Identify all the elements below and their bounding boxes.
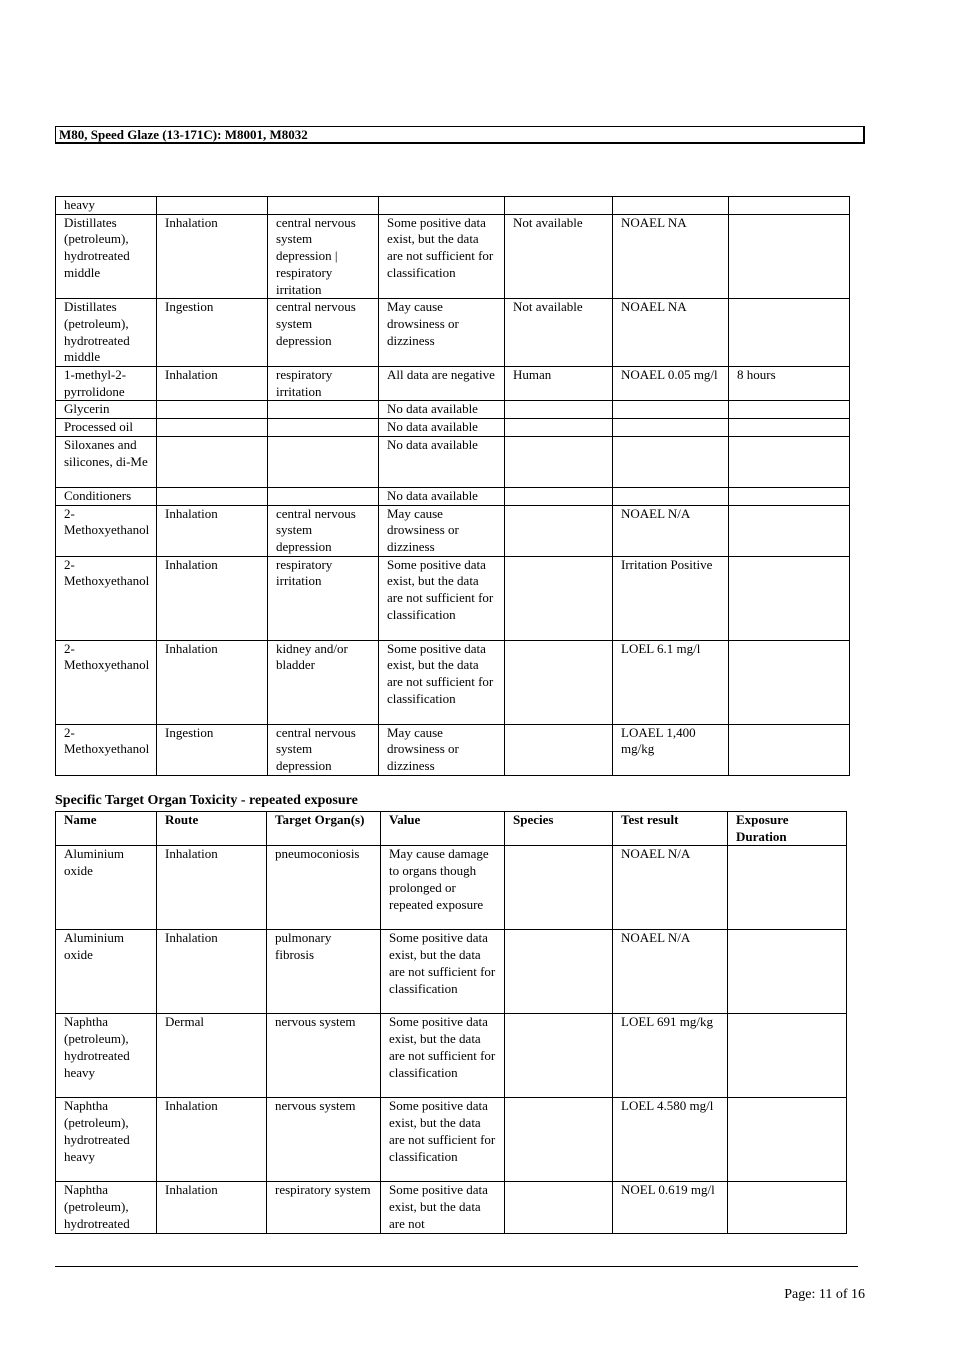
name-cell: Siloxanes and silicones, di-Me (56, 436, 157, 487)
value-cell: No data available (379, 487, 505, 505)
page-number: Page: 11 of 16 (784, 1287, 865, 1302)
value-cell: May cause damage to organs though prolonged or repeated exposure (381, 846, 505, 930)
organ-cell: central nervous system depression | respiratory irritation (268, 214, 379, 299)
table-row (56, 556, 850, 640)
route-cell: Ingestion (157, 724, 268, 775)
duration-cell (729, 640, 850, 724)
header-target-organ: Target Organ(s) (267, 812, 381, 846)
route-cell: Inhalation (157, 1098, 267, 1182)
name-cell: 1-methyl-2-pyrrolidone (56, 367, 157, 401)
section-title: Specific Target Organ Toxicity - repeated exposure (55, 793, 358, 808)
header-species: Species (505, 812, 613, 846)
value-cell: Some positive data exist, but the data are not sufficient for classification (379, 640, 505, 724)
header-test-result: Test result (613, 812, 728, 846)
species-cell (505, 197, 613, 215)
test-result-cell (613, 487, 729, 505)
name-cell: Conditioners (56, 487, 157, 505)
species-cell (505, 1098, 613, 1182)
species-cell (505, 436, 613, 487)
species-cell (505, 640, 613, 724)
organ-cell (268, 401, 379, 419)
value-cell: May cause drowsiness or dizziness (379, 299, 505, 367)
species-cell (505, 505, 613, 556)
value-cell: May cause drowsiness or dizziness (379, 505, 505, 556)
organ-cell: central nervous system depression (268, 724, 379, 775)
duration-cell (728, 930, 847, 1014)
header-route: Route (157, 812, 267, 846)
name-cell: Naphtha (petroleum), hydrotreated (56, 1182, 157, 1233)
route-cell: Inhalation (157, 367, 268, 401)
route-cell: Ingestion (157, 299, 268, 367)
test-result-cell (613, 419, 729, 437)
duration-cell (729, 487, 850, 505)
name-cell: Glycerin (56, 401, 157, 419)
test-result-cell: NOEL 0.619 mg/l (613, 1182, 728, 1233)
value-cell: Some positive data exist, but the data are not sufficient for classification (381, 930, 505, 1014)
single-exposure-table (55, 196, 850, 776)
value-cell: May cause drowsiness or dizziness (379, 724, 505, 775)
name-cell: 2-Methoxyethanol (56, 724, 157, 775)
header-exposure-duration: Exposure Duration (728, 812, 847, 846)
organ-cell: central nervous system depression (268, 299, 379, 367)
organ-cell: central nervous system depression (268, 505, 379, 556)
value-cell: Some positive data exist, but the data are not sufficient for classification (379, 556, 505, 640)
footer-divider (55, 1266, 858, 1267)
value-cell: Some positive data exist, but the data are not sufficient for classification (381, 1014, 505, 1098)
organ-cell: nervous system (267, 1098, 381, 1182)
organ-cell: kidney and/or bladder (268, 640, 379, 724)
organ-cell (268, 436, 379, 487)
test-result-cell: LOEL 691 mg/kg (613, 1014, 728, 1098)
route-cell: Inhalation (157, 556, 268, 640)
route-cell (157, 401, 268, 419)
table-row (56, 299, 850, 367)
species-cell (505, 556, 613, 640)
route-cell: Inhalation (157, 505, 268, 556)
table-row (56, 487, 850, 505)
route-cell: Inhalation (157, 640, 268, 724)
name-cell: Naphtha (petroleum), hydrotreated heavy (56, 1014, 157, 1098)
species-cell (505, 419, 613, 437)
duration-cell (728, 1014, 847, 1098)
table-header-row (56, 812, 847, 846)
duration-cell: 8 hours (729, 367, 850, 401)
value-cell: Some positive data exist, but the data are not (381, 1182, 505, 1233)
species-cell (505, 930, 613, 1014)
duration-cell (729, 401, 850, 419)
test-result-cell: NOAEL 0.05 mg/l (613, 367, 729, 401)
name-cell: Aluminium oxide (56, 846, 157, 930)
route-cell (157, 487, 268, 505)
table-row (56, 724, 850, 775)
duration-cell (729, 556, 850, 640)
organ-cell: respiratory system (267, 1182, 381, 1233)
value-cell: No data available (379, 401, 505, 419)
route-cell: Inhalation (157, 930, 267, 1014)
route-cell: Inhalation (157, 1182, 267, 1233)
test-result-cell: NOAEL NA (613, 214, 729, 299)
name-cell: Distillates (petroleum), hydrotreated middle (56, 214, 157, 299)
duration-cell (728, 1182, 847, 1233)
duration-cell (729, 197, 850, 215)
value-cell (379, 197, 505, 215)
table-row (56, 1182, 847, 1233)
name-cell: 2-Methoxyethanol (56, 640, 157, 724)
organ-cell: pulmonary fibrosis (267, 930, 381, 1014)
duration-cell (728, 1098, 847, 1182)
value-cell: No data available (379, 419, 505, 437)
species-cell (505, 1014, 613, 1098)
test-result-cell: NOAEL N/A (613, 846, 728, 930)
test-result-cell (613, 197, 729, 215)
table-row (56, 846, 847, 930)
table-row (56, 214, 850, 299)
species-cell: Not available (505, 214, 613, 299)
table-row (56, 367, 850, 401)
header-name: Name (56, 812, 157, 846)
table-row (56, 505, 850, 556)
organ-cell (268, 487, 379, 505)
table-row (56, 1098, 847, 1182)
value-cell: Some positive data exist, but the data are not sufficient for classification (379, 214, 505, 299)
name-cell: Distillates (petroleum), hydrotreated middle (56, 299, 157, 367)
route-cell: Dermal (157, 1014, 267, 1098)
name-cell: Processed oil (56, 419, 157, 437)
table-row (56, 436, 850, 487)
organ-cell: nervous system (267, 1014, 381, 1098)
duration-cell (729, 299, 850, 367)
species-cell (505, 401, 613, 419)
name-cell: heavy (56, 197, 157, 215)
table-row (56, 401, 850, 419)
route-cell: Inhalation (157, 214, 268, 299)
organ-cell (268, 419, 379, 437)
table-row (56, 1014, 847, 1098)
test-result-cell: NOAEL NA (613, 299, 729, 367)
repeated-exposure-table (55, 811, 847, 1234)
species-cell (505, 846, 613, 930)
duration-cell (728, 846, 847, 930)
test-result-cell: NOAEL N/A (613, 505, 729, 556)
test-result-cell: LOEL 6.1 mg/l (613, 640, 729, 724)
organ-cell (268, 197, 379, 215)
table-row (56, 930, 847, 1014)
species-cell (505, 724, 613, 775)
species-cell (505, 1182, 613, 1233)
route-cell: Inhalation (157, 846, 267, 930)
route-cell (157, 419, 268, 437)
test-result-cell (613, 436, 729, 487)
test-result-cell: LOAEL 1,400 mg/kg (613, 724, 729, 775)
test-result-cell: LOEL 4.580 mg/l (613, 1098, 728, 1182)
duration-cell (729, 505, 850, 556)
organ-cell: pneumoconiosis (267, 846, 381, 930)
test-result-cell: NOAEL N/A (613, 930, 728, 1014)
value-cell: All data are negative (379, 367, 505, 401)
value-cell: No data available (379, 436, 505, 487)
name-cell: 2-Methoxyethanol (56, 505, 157, 556)
duration-cell (729, 214, 850, 299)
test-result-cell (613, 401, 729, 419)
duration-cell (729, 436, 850, 487)
test-result-cell: Irritation Positive (613, 556, 729, 640)
value-cell: Some positive data exist, but the data are not sufficient for classification (381, 1098, 505, 1182)
organ-cell: respiratory irritation (268, 367, 379, 401)
organ-cell: respiratory irritation (268, 556, 379, 640)
duration-cell (729, 724, 850, 775)
table-row (56, 197, 850, 215)
name-cell: Naphtha (petroleum), hydrotreated heavy (56, 1098, 157, 1182)
name-cell: Aluminium oxide (56, 930, 157, 1014)
route-cell (157, 436, 268, 487)
header-value: Value (381, 812, 505, 846)
document-header: M80, Speed Glaze (13-171C): M8001, M8032 (55, 126, 865, 144)
species-cell (505, 487, 613, 505)
table-row (56, 640, 850, 724)
name-cell: 2-Methoxyethanol (56, 556, 157, 640)
table-row (56, 419, 850, 437)
species-cell: Human (505, 367, 613, 401)
duration-cell (729, 419, 850, 437)
species-cell: Not available (505, 299, 613, 367)
route-cell (157, 197, 268, 215)
